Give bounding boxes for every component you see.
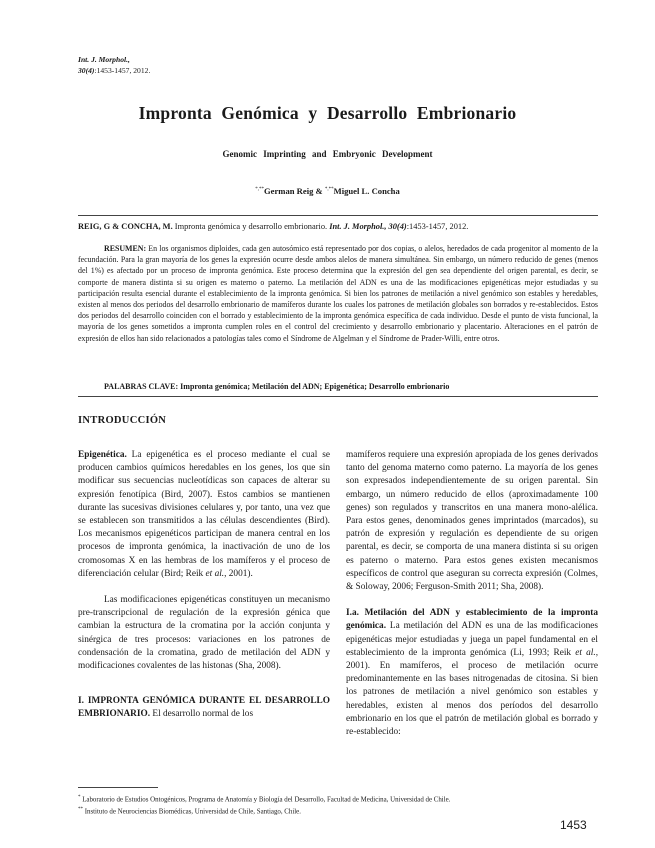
paragraph-epigenetica [78, 449, 330, 581]
paragraph-text: La epigenética es el proceso mediante el cual se producen cambios químicos heredables en los genes, los que sin modificar sus secuencias nucleotídicas son capaces de alterar su expresión fenotípica (Bird, 2007). Estos cambios se mantienen durante las sucesivas divisiones celulares y, por tanto, una vez que se establecen son transmitidos a las células descendientes (Bird). Los mecanismos epigenéticos participan de manera central en los procesos de impronta genómica, la inactivación de uno de los cromosomas X en las hembras de los mamíferos y el proceso de diferenciación celular (Bird; Reik [78, 450, 330, 579]
et-al: et al. [205, 568, 225, 579]
citation-journal: Int. J. Morphol., 30(4) [329, 222, 407, 231]
citation-title: Impronta genómica y desarrollo embrionario. [172, 222, 330, 231]
author1-name: German Reig [263, 186, 314, 196]
journal-volume-line [78, 65, 150, 76]
journal-name: Int. J. Morphol., [78, 55, 130, 64]
author2-name: Miguel L. Concha [333, 186, 400, 196]
paragraph-metilacion [346, 607, 598, 739]
journal-volume: 30(4) [78, 66, 95, 75]
paragraph-text: , 2001). [224, 568, 253, 579]
bottom-divider [78, 396, 598, 397]
paragraph-modificaciones: Las modificaciones epigenéticas constituyen un mecanismo pre-transcripcional de regulación de la expresión génica que cambian la estructura de la cromatina por la acción conjunta y sinérgica de tres procesos: variaciones en los patrones de condensación de la cromatina, grado de metilación del ADN y modificaciones covalentes de las histonas (Sha, 2008). [78, 595, 330, 672]
right-column [346, 449, 598, 739]
left-column [78, 449, 330, 722]
keywords: PALABRAS CLAVE: Impronta genómica; Metilación del ADN; Epigenética; Desarrollo embrionario [104, 382, 450, 391]
author-line [0, 186, 655, 196]
article-subtitle: Genomic Imprinting and Embryonic Development [222, 149, 433, 159]
footnote-2 [78, 805, 450, 817]
abstract-text: En los organismos diploides, cada gen autosómico está representado por dos copias, o alelos, heredados de cada progenitor al momento de la fecundación. Para la gran mayoría de los genes la expresión ocurre desde ambos alelos de manera simultánea. Sin embargo, un número reducido de genes (menos del 1%) es afectado por un proceso de impronta genómica. Este proceso determina que la expresión del gen sea dependiente del origen parental, es decir, se comporte de manera distinta si su origen es materno o paterno. La metilación del ADN es una de las modificaciones epigenéticas mejor estudiadas y su participación resulta esencial durante el establecimiento de la impronta genómica. Si bien los patrones de metilación a nivel genómico son estables y heredables, existen al menos dos periodos del desarrollo embrionario de mamíferos durante los cuales los patrones de metilación globales son borrados y re-establecidos. Estos dos periodos del desarrollo coinciden con el borrado y establecimiento de la impronta genómica específica de cada individuo. Desde el punto de vista funcional, la mayoría de los genes sometidos a impronta cumplen roles en el control del crecimiento y desarrollo embrionario y placentario. Alteraciones en el patrón de expresión de ellos han sido relacionados a patologías tales como el Síndrome de Algelman y el Síndrome de Prader-Willi, entre otros. [78, 244, 598, 343]
author1-affiliation-mark: *,** [255, 187, 264, 193]
footnote-mark: * [78, 795, 81, 800]
citation [78, 221, 598, 232]
paragraph-text: La metilación del ADN es una de las modificaciones epigenéticas mejor estudiadas y juega un papel fundamental en el establecimiento de la impronta genómica (Li, 1993; Reik [346, 621, 598, 658]
paragraph-lead: Epigenética. [78, 450, 127, 460]
footnote-text: Laboratorio de Estudios Ontogénicos, Programa de Anatomía y Biología del Desarrollo, Facultad de Medicina, Universidad de Chile. [80, 796, 451, 804]
footnote-mark: ** [78, 807, 83, 813]
abstract [78, 243, 598, 344]
page-number: 1453 [560, 818, 587, 832]
citation-authors: REIG, G & CONCHA, M. [78, 222, 173, 231]
paragraph-mamiferos: mamíferos requiere una expresión apropiada de los genes derivados tanto del genoma materno como paterno. La mayoría de los genes son expresados independientemente de su origen parental. Sin embargo, un número reducido de ellos (aproximadamente 100 genes) son regulados y transcritos en una manera mono-alélica. Para estos genes, denominados genes imprintados (marcados), su patrón de expresión y regulación es dependiente de su origen parental, es decir, se comporta de una manera distinta si su origen es paterno o materno. Para estos genes existen mecanismos específicos de control que aseguran su correcta expresión (Colmes, & Soloway, 2006; Ferguson-Smith 2011; Sha, 2008). [346, 450, 598, 593]
article-title: Impronta Genómica y Desarrollo Embrionario [138, 103, 517, 123]
journal-pages: :1453-1457, 2012. [94, 66, 151, 75]
citation-pages: :1453-1457, 2012. [406, 222, 469, 231]
paragraph-impronta [78, 695, 330, 721]
footnote-text: Instituto de Neurociencias Biomédicas, Universidad de Chile, Santiago, Chile. [83, 808, 301, 816]
footnote-1 [78, 793, 450, 805]
top-divider [78, 215, 598, 216]
author-separator: & [313, 186, 325, 196]
paragraph-text: , 2001). En mamíferos, el proceso de metilación ocurre predominantemente en las bases nitrogenadas de citosina. Si bien los patrones de metilación a nivel genómico son estables y heredables, existen al menos dos períodos del desarrollo embrionario en los que el patrón de metilación global es borrado y re-establecido: [346, 647, 599, 738]
journal-header [78, 54, 150, 76]
et-al: et al. [575, 647, 596, 658]
section-heading-impronta: I. IMPRONTA GENÓMICA DURANTE EL DESARROLLO EMBRIONARIO. [78, 696, 330, 720]
footnote-divider [78, 787, 158, 788]
abstract-label: RESUMEN: [104, 244, 147, 253]
section-heading-introduccion: INTRODUCCIÓN [78, 415, 167, 426]
paragraph-text: El desarrollo normal de los [150, 709, 254, 720]
author2-affiliation-mark: *,** [324, 187, 334, 193]
section-heading-metilacion: I.a. Metilación del ADN y establecimiento de la impronta genómica. [346, 608, 598, 632]
footnotes [78, 793, 450, 818]
